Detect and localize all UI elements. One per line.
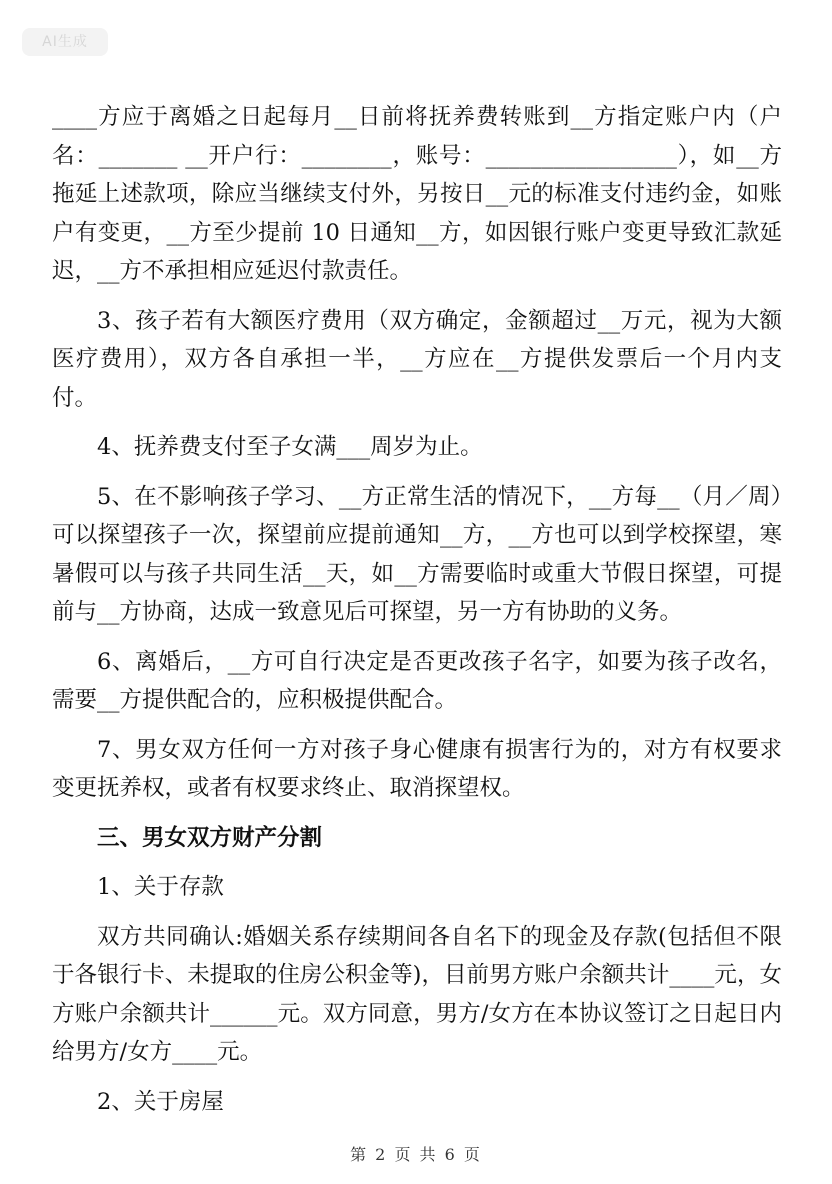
- paragraph-payment-terms: ____方应于离婚之日起每月__日前将抚养费转账到__方指定账户内（户名：_______ __开户行：________，账号：_________________），如__方拖延上述款项，除应当继续支付外，另按日__元的标准支付违约金，如账户有变更，__方至少提前 10 日通知__方，如因银行账户变更导致汇款延迟，__方不承担相应延迟付款责任。: [52, 104, 782, 284]
- paragraph-deposits: 双方共同确认:婚姻关系存续期间各自名下的现金及存款(包括但不限于各银行卡、未提取的住房公积金等)，目前男方账户余额共计____元，女方账户余额共计______元。双方同意，男方/女方在本协议签订之日起日内给男方/女方____元。: [52, 923, 782, 1065]
- paragraph-support-duration: 4、抚养费支付至子女满___周岁为止。: [97, 434, 483, 460]
- subheading-deposits: 1、关于存款: [97, 874, 224, 900]
- paragraph-child-name: 6、离婚后，__方可自行决定是否更改孩子名字，如要为孩子改名，需要__方提供配合的，应积极提供配合。: [52, 648, 782, 713]
- ai-generated-watermark: AI生成: [22, 28, 108, 56]
- paragraph-visitation: 5、在不影响孩子学习、__方正常生活的情况下，__方每__（月／周）可以探望孩子一次，探望前应提前通知__方，__方也可以到学校探望，寒暑假可以与孩子共同生活__天，如__方需要临时或重大节假日探望，可提前与__方协商，达成一致意见后可探望，另一方有协助的义务。: [52, 483, 782, 625]
- subheading-housing: 2、关于房屋: [97, 1088, 224, 1115]
- document-body: [52, 98, 782, 1121]
- paragraph-custody-change: 7、男女双方任何一方对孩子身心健康有损害行为的，对方有权要求变更抚养权，或者有权要求终止、取消探望权。: [52, 736, 782, 801]
- paragraph-medical-expenses: 3、孩子若有大额医疗费用（双方确定，金额超过__万元，视为大额医疗费用），双方各自承担一半，__方应在__方提供发票后一个月内支付。: [52, 307, 782, 411]
- page-number-footer: 第 2 页 共 6 页: [350, 1145, 482, 1164]
- section-heading-property-division: 三、男女双方财产分割: [97, 824, 323, 851]
